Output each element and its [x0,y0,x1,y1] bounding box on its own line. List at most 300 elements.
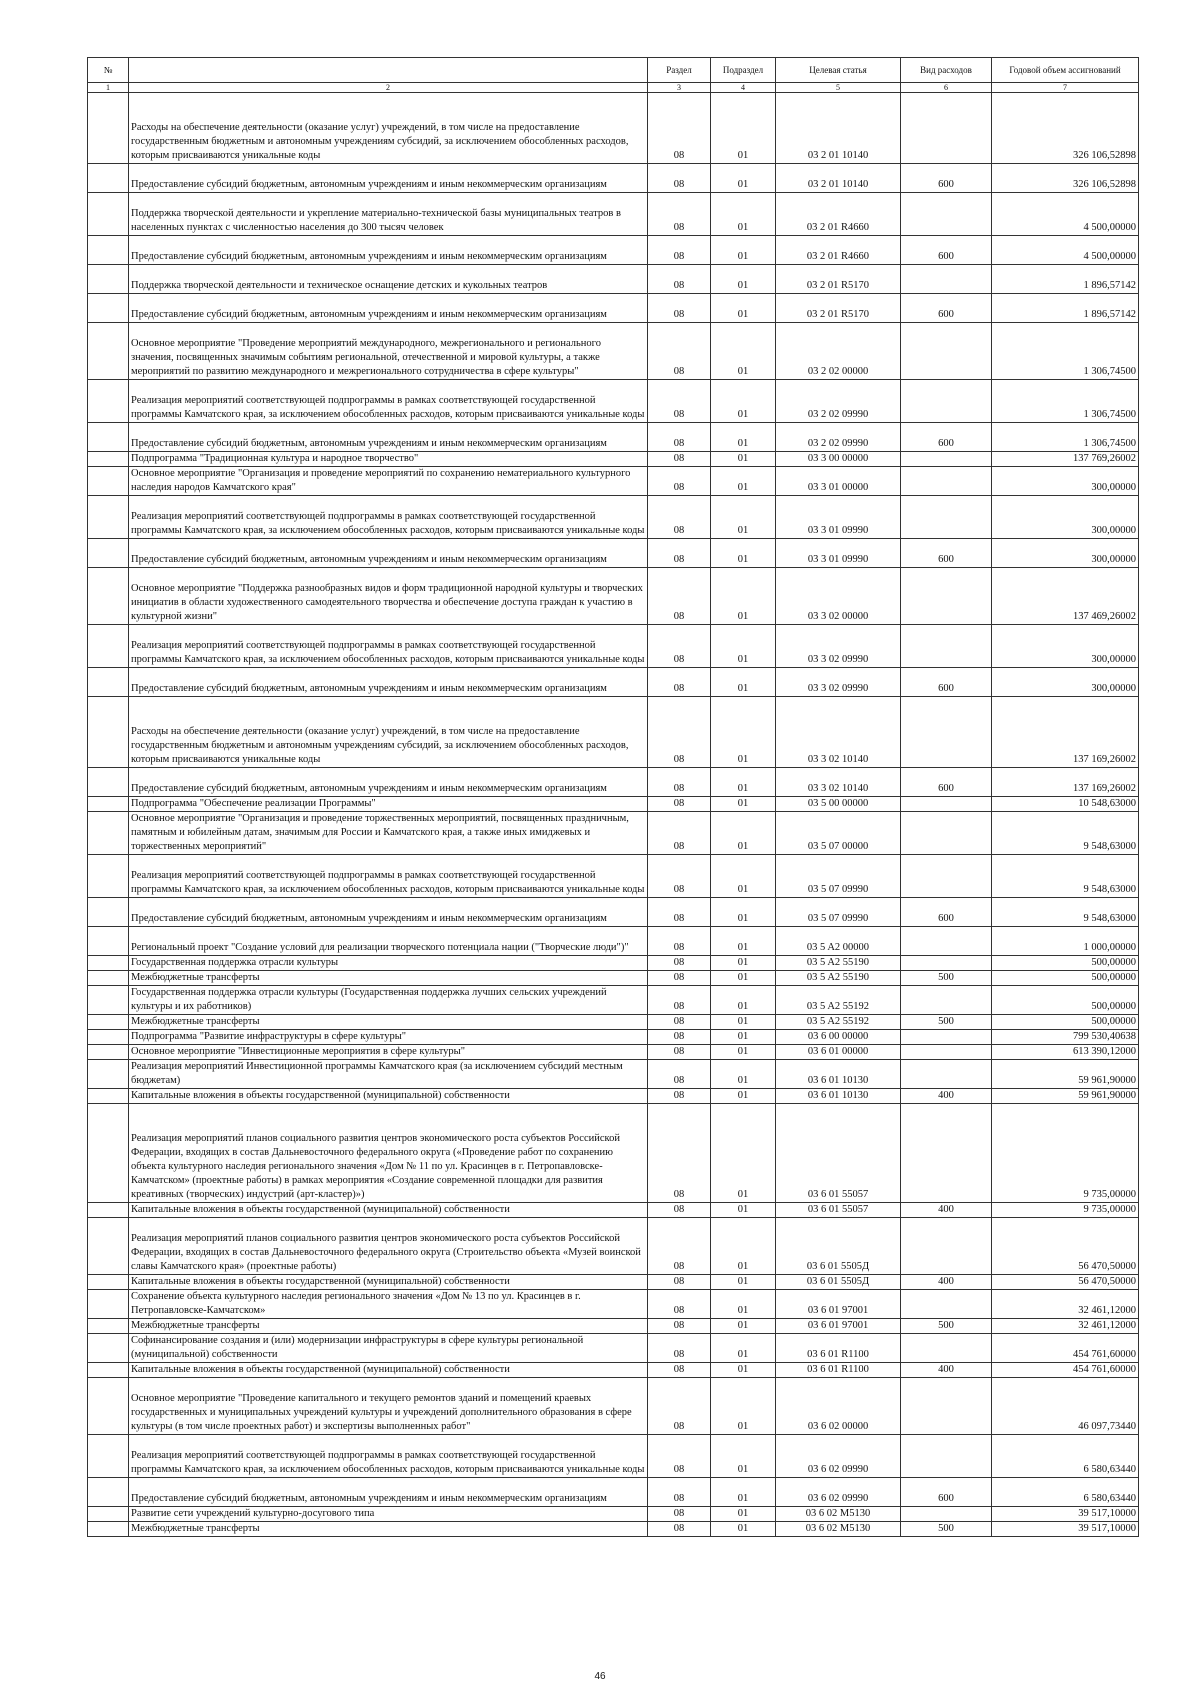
row-number [88,668,129,697]
row-section: 08 [648,898,711,927]
table-row [88,768,1139,797]
table-row [88,1478,1139,1507]
row-name: Капитальные вложения в объекты государственной (муниципальной) собственности [129,1363,648,1378]
row-number [88,855,129,898]
row-target-article: 03 3 01 09990 [776,496,901,539]
row-number [88,898,129,927]
row-amount: 500,00000 [992,1015,1139,1030]
row-subsection: 01 [711,1030,776,1045]
row-amount: 300,00000 [992,668,1139,697]
row-name: Расходы на обеспечение деятельности (оказание услуг) учреждений, в том числе на предоставление государственным бюджетным и автономным учреждениям субсидий, за исключением обособленных расходов, которым присваиваются уникальные коды [129,93,648,164]
row-name: Предоставление субсидий бюджетным, автономным учреждениям и иным некоммерческим организациям [129,294,648,323]
row-name: Реализация мероприятий соответствующей подпрограммы в рамках соответствующей государственной программы Камчатского края, за исключением обособленных расходов, которым присваиваются уникальные коды [129,496,648,539]
table-row [88,1378,1139,1435]
row-subsection: 01 [711,1015,776,1030]
row-number [88,625,129,668]
row-subsection: 01 [711,1522,776,1537]
row-section: 08 [648,380,711,423]
row-section: 08 [648,956,711,971]
row-subsection: 01 [711,539,776,568]
table-row [88,1363,1139,1378]
row-expense-type [901,1334,992,1363]
row-target-article: 03 5 A2 55190 [776,971,901,986]
row-amount: 9 735,00000 [992,1104,1139,1203]
table-row [88,1030,1139,1045]
row-number [88,1203,129,1218]
row-amount: 10 548,63000 [992,797,1139,812]
table-row [88,380,1139,423]
row-section: 08 [648,986,711,1015]
row-number [88,812,129,855]
row-target-article: 03 6 02 09990 [776,1478,901,1507]
row-subsection: 01 [711,797,776,812]
row-target-article: 03 3 02 00000 [776,568,901,625]
row-amount: 137 469,26002 [992,568,1139,625]
header-section: Раздел [648,58,711,83]
row-name: Расходы на обеспечение деятельности (оказание услуг) учреждений, в том числе на предоставление государственным бюджетным и автономным учреждениям субсидий, за исключением обособленных расходов, которым присваиваются уникальные коды [129,697,648,768]
row-amount: 500,00000 [992,956,1139,971]
row-amount: 9 548,63000 [992,812,1139,855]
header-annual-volume: Годовой объем ассигнований [992,58,1139,83]
row-amount: 56 470,50000 [992,1275,1139,1290]
row-number [88,1104,129,1203]
row-amount: 46 097,73440 [992,1378,1139,1435]
row-subsection: 01 [711,193,776,236]
table-row [88,323,1139,380]
row-section: 08 [648,797,711,812]
row-number [88,986,129,1015]
row-expense-type [901,1378,992,1435]
row-section: 08 [648,697,711,768]
table-row [88,193,1139,236]
table-body [88,93,1139,1537]
row-subsection: 01 [711,236,776,265]
row-name: Предоставление субсидий бюджетным, автономным учреждениям и иным некоммерческим организациям [129,423,648,452]
row-expense-type: 600 [901,236,992,265]
row-target-article: 03 3 02 09990 [776,668,901,697]
row-number [88,294,129,323]
row-subsection: 01 [711,265,776,294]
row-expense-type: 500 [901,1015,992,1030]
row-section: 08 [648,1378,711,1435]
row-target-article: 03 2 02 00000 [776,323,901,380]
row-name: Поддержка творческой деятельности и укрепление материально-технической базы муниципальных театров в населенных пунктах с численностью населения до 300 тысяч человек [129,193,648,236]
column-number: 5 [776,83,901,93]
row-name: Софинансирование создания и (или) модернизации инфраструктуры в сфере культуры региональной (муниципальной) собственности [129,1334,648,1363]
row-name: Реализация мероприятий соответствующей подпрограммы в рамках соответствующей государственной программы Камчатского края, за исключением обособленных расходов, которым присваиваются уникальные коды [129,625,648,668]
row-target-article: 03 2 01 R5170 [776,294,901,323]
row-expense-type: 400 [901,1089,992,1104]
row-number [88,93,129,164]
row-name: Межбюджетные трансферты [129,1015,648,1030]
row-number [88,1275,129,1290]
row-amount: 326 106,52898 [992,164,1139,193]
row-subsection: 01 [711,768,776,797]
row-expense-type [901,323,992,380]
row-amount: 454 761,60000 [992,1363,1139,1378]
row-expense-type [901,1218,992,1275]
row-name: Основное мероприятие "Проведение мероприятий международного, межрегионального и регионального значения, посвященных значимым событиям региональной, отечественной и мировой культуры, а также мероприятий по развитию международного и межрегионального сотрудничества в сфере культуры" [129,323,648,380]
row-amount: 799 530,40638 [992,1030,1139,1045]
row-target-article: 03 5 A2 55192 [776,1015,901,1030]
row-expense-type: 500 [901,971,992,986]
row-expense-type: 600 [901,294,992,323]
row-target-article: 03 6 01 55057 [776,1203,901,1218]
table-row [88,1334,1139,1363]
row-amount: 1 306,74500 [992,380,1139,423]
row-target-article: 03 3 02 10140 [776,768,901,797]
row-section: 08 [648,1015,711,1030]
row-expense-type [901,1435,992,1478]
row-section: 08 [648,323,711,380]
row-number [88,1378,129,1435]
row-amount: 1 306,74500 [992,323,1139,380]
row-name: Реализация мероприятий соответствующей подпрограммы в рамках соответствующей государственной программы Камчатского края, за исключением обособленных расходов, которым присваиваются уникальные коды [129,855,648,898]
row-subsection: 01 [711,1203,776,1218]
row-name: Основное мероприятие "Организация и проведение мероприятий по сохранению нематериального культурного наследия народов Камчатского края" [129,467,648,496]
row-amount: 300,00000 [992,625,1139,668]
row-expense-type: 600 [901,668,992,697]
row-subsection: 01 [711,380,776,423]
row-section: 08 [648,294,711,323]
row-expense-type [901,1060,992,1089]
table-row [88,898,1139,927]
row-name: Реализация мероприятий планов социального развития центров экономического роста субъектов Российской Федерации, входящих в состав Дальневосточного федерального округа («Проведение работ по сохранению объекта культурного наследия регионального значения «Дом № 11 по ул. Красинцев в г. Петропавловске-Камчатском» (проектные работы) в рамках мероприятия «Создание современной площадки для развития креативных (творческих) индустрий (арт-кластер)») [129,1104,648,1203]
row-section: 08 [648,927,711,956]
row-name: Капитальные вложения в объекты государственной (муниципальной) собственности [129,1275,648,1290]
row-amount: 1 896,57142 [992,265,1139,294]
row-target-article: 03 6 01 5505Д [776,1218,901,1275]
row-target-article: 03 6 01 97001 [776,1319,901,1334]
row-amount: 500,00000 [992,971,1139,986]
row-section: 08 [648,1089,711,1104]
row-subsection: 01 [711,971,776,986]
header-subsection: Подраздел [711,58,776,83]
row-target-article: 03 5 A2 00000 [776,927,901,956]
row-number [88,1522,129,1537]
row-target-article: 03 6 02 M5130 [776,1522,901,1537]
table-row [88,452,1139,467]
row-number [88,1290,129,1319]
row-amount: 300,00000 [992,496,1139,539]
table-row [88,855,1139,898]
row-target-article: 03 6 01 5505Д [776,1275,901,1290]
table-row [88,1218,1139,1275]
row-subsection: 01 [711,625,776,668]
table-row [88,1319,1139,1334]
row-subsection: 01 [711,927,776,956]
row-subsection: 01 [711,452,776,467]
row-section: 08 [648,1435,711,1478]
table-row [88,568,1139,625]
table-row [88,697,1139,768]
row-subsection: 01 [711,423,776,452]
row-section: 08 [648,1030,711,1045]
row-amount: 6 580,63440 [992,1478,1139,1507]
row-expense-type: 400 [901,1363,992,1378]
table-row [88,1275,1139,1290]
table-row [88,423,1139,452]
row-amount: 137 169,26002 [992,697,1139,768]
row-target-article: 03 2 01 10140 [776,93,901,164]
row-section: 08 [648,1319,711,1334]
budget-sheet [87,57,1138,1537]
row-amount: 300,00000 [992,467,1139,496]
row-subsection: 01 [711,294,776,323]
row-name: Основное мероприятие "Инвестиционные мероприятия в сфере культуры" [129,1045,648,1060]
row-name: Предоставление субсидий бюджетным, автономным учреждениям и иным некоммерческим организациям [129,236,648,265]
row-section: 08 [648,812,711,855]
row-subsection: 01 [711,323,776,380]
row-name: Предоставление субсидий бюджетным, автономным учреждениям и иным некоммерческим организациям [129,1478,648,1507]
row-subsection: 01 [711,1334,776,1363]
table-row [88,1104,1139,1203]
row-number [88,496,129,539]
header-row [88,58,1139,83]
table-row [88,956,1139,971]
row-subsection: 01 [711,1319,776,1334]
column-number: 4 [711,83,776,93]
row-name: Государственная поддержка отрасли культуры [129,956,648,971]
row-amount: 1 896,57142 [992,294,1139,323]
table-row [88,467,1139,496]
row-subsection: 01 [711,1275,776,1290]
row-section: 08 [648,265,711,294]
row-number [88,768,129,797]
page-number: 46 [594,1671,606,1682]
row-expense-type: 600 [901,423,992,452]
row-amount: 454 761,60000 [992,1334,1139,1363]
row-section: 08 [648,164,711,193]
row-name: Предоставление субсидий бюджетным, автономным учреждениям и иным некоммерческим организациям [129,539,648,568]
row-target-article: 03 6 02 00000 [776,1378,901,1435]
row-expense-type [901,93,992,164]
row-number [88,1089,129,1104]
row-expense-type: 600 [901,898,992,927]
table-row [88,797,1139,812]
row-expense-type [901,193,992,236]
row-number [88,1218,129,1275]
row-number [88,1507,129,1522]
row-expense-type: 500 [901,1522,992,1537]
row-name: Предоставление субсидий бюджетным, автономным учреждениям и иным некоммерческим организациям [129,768,648,797]
table-row [88,625,1139,668]
row-number [88,323,129,380]
row-subsection: 01 [711,568,776,625]
row-number [88,380,129,423]
row-subsection: 01 [711,496,776,539]
row-expense-type [901,496,992,539]
column-number: 3 [648,83,711,93]
row-subsection: 01 [711,1478,776,1507]
row-target-article: 03 2 01 R5170 [776,265,901,294]
table-row [88,1290,1139,1319]
row-amount: 56 470,50000 [992,1218,1139,1275]
row-expense-type [901,956,992,971]
row-subsection: 01 [711,956,776,971]
row-amount: 4 500,00000 [992,236,1139,265]
row-expense-type [901,1045,992,1060]
budget-table [87,57,1139,1537]
table-row [88,812,1139,855]
row-expense-type [901,625,992,668]
row-subsection: 01 [711,1104,776,1203]
row-subsection: 01 [711,898,776,927]
table-row [88,1522,1139,1537]
row-number [88,539,129,568]
row-expense-type [901,467,992,496]
row-number [88,236,129,265]
row-expense-type [901,1104,992,1203]
header-target-article: Целевая статья [776,58,901,83]
row-target-article: 03 2 01 R4660 [776,236,901,265]
row-section: 08 [648,423,711,452]
header-name [129,58,648,83]
column-number: 6 [901,83,992,93]
column-number: 7 [992,83,1139,93]
row-name: Реализация мероприятий соответствующей подпрограммы в рамках соответствующей государственной программы Камчатского края, за исключением обособленных расходов, которым присваиваются уникальные коды [129,1435,648,1478]
row-section: 08 [648,855,711,898]
row-name: Предоставление субсидий бюджетным, автономным учреждениям и иным некоммерческим организациям [129,164,648,193]
row-target-article: 03 6 02 09990 [776,1435,901,1478]
row-expense-type: 500 [901,1319,992,1334]
row-expense-type [901,452,992,467]
row-section: 08 [648,1045,711,1060]
row-section: 08 [648,539,711,568]
row-expense-type [901,568,992,625]
row-number [88,265,129,294]
table-row [88,927,1139,956]
row-amount: 326 106,52898 [992,93,1139,164]
table-row [88,668,1139,697]
row-number [88,164,129,193]
row-amount: 59 961,90000 [992,1060,1139,1089]
row-target-article: 03 2 01 R4660 [776,193,901,236]
row-expense-type [901,797,992,812]
row-section: 08 [648,625,711,668]
row-section: 08 [648,452,711,467]
row-subsection: 01 [711,164,776,193]
row-expense-type [901,697,992,768]
row-target-article: 03 2 02 09990 [776,423,901,452]
row-expense-type [901,812,992,855]
row-target-article: 03 6 01 97001 [776,1290,901,1319]
table-row [88,236,1139,265]
row-section: 08 [648,1104,711,1203]
row-subsection: 01 [711,467,776,496]
row-section: 08 [648,1507,711,1522]
row-section: 08 [648,467,711,496]
row-subsection: 01 [711,1089,776,1104]
row-expense-type: 600 [901,768,992,797]
row-name: Развитие сети учреждений культурно-досугового типа [129,1507,648,1522]
row-name: Межбюджетные трансферты [129,1319,648,1334]
table-row [88,1015,1139,1030]
row-amount: 6 580,63440 [992,1435,1139,1478]
row-name: Реализация мероприятий планов социального развития центров экономического роста субъектов Российской Федерации, входящих в состав Дальневосточного федерального округа (Строительство объекта «Музей воинской славы Камчатского края» (проектные работы) [129,1218,648,1275]
row-subsection: 01 [711,986,776,1015]
row-target-article: 03 2 01 10140 [776,164,901,193]
table-row [88,1089,1139,1104]
row-amount: 39 517,10000 [992,1507,1139,1522]
table-row [88,971,1139,986]
row-subsection: 01 [711,1045,776,1060]
table-row [88,1203,1139,1218]
row-expense-type [901,1030,992,1045]
row-name: Подпрограмма "Обеспечение реализации Программы" [129,797,648,812]
row-target-article: 03 3 01 00000 [776,467,901,496]
row-subsection: 01 [711,1378,776,1435]
row-number [88,1363,129,1378]
row-target-article: 03 6 02 M5130 [776,1507,901,1522]
row-number [88,1319,129,1334]
row-expense-type [901,855,992,898]
row-number [88,956,129,971]
row-amount: 9 735,00000 [992,1203,1139,1218]
row-expense-type: 600 [901,164,992,193]
row-subsection: 01 [711,697,776,768]
table-row [88,496,1139,539]
column-number-row [88,83,1139,93]
row-number [88,193,129,236]
row-name: Межбюджетные трансферты [129,971,648,986]
table-row [88,1045,1139,1060]
row-number [88,1045,129,1060]
row-number [88,452,129,467]
table-row [88,164,1139,193]
column-number: 2 [129,83,648,93]
row-target-article: 03 5 07 09990 [776,898,901,927]
row-section: 08 [648,1478,711,1507]
row-subsection: 01 [711,855,776,898]
row-target-article: 03 2 02 09990 [776,380,901,423]
row-amount: 32 461,12000 [992,1319,1139,1334]
row-section: 08 [648,1290,711,1319]
row-number [88,1478,129,1507]
row-subsection: 01 [711,1218,776,1275]
table-row [88,265,1139,294]
row-number [88,1334,129,1363]
table-row [88,93,1139,164]
table-row [88,1435,1139,1478]
row-amount: 500,00000 [992,986,1139,1015]
row-name: Государственная поддержка отрасли культуры (Государственная поддержка лучших сельских учреждений культуры и их работников) [129,986,648,1015]
row-subsection: 01 [711,812,776,855]
row-target-article: 03 3 01 09990 [776,539,901,568]
row-target-article: 03 5 07 00000 [776,812,901,855]
column-number: 1 [88,83,129,93]
row-number [88,1060,129,1089]
row-expense-type [901,986,992,1015]
row-amount: 1 306,74500 [992,423,1139,452]
row-section: 08 [648,93,711,164]
row-expense-type: 400 [901,1203,992,1218]
row-expense-type [901,927,992,956]
row-name: Подпрограмма "Развитие инфраструктуры в сфере культуры" [129,1030,648,1045]
row-number [88,971,129,986]
row-section: 08 [648,1522,711,1537]
row-subsection: 01 [711,1363,776,1378]
row-amount: 137 169,26002 [992,768,1139,797]
table-row [88,294,1139,323]
row-target-article: 03 6 01 10130 [776,1089,901,1104]
table-row [88,1507,1139,1522]
row-amount: 613 390,12000 [992,1045,1139,1060]
row-target-article: 03 5 00 00000 [776,797,901,812]
row-name: Основное мероприятие "Организация и проведение торжественных мероприятий, посвященных праздничным, памятным и юбилейным датам, значимым для России и Камчатского края, а также иных имиджевых и торжественных мероприятий" [129,812,648,855]
row-number [88,797,129,812]
row-name: Поддержка творческой деятельности и техническое оснащение детских и кукольных театров [129,265,648,294]
